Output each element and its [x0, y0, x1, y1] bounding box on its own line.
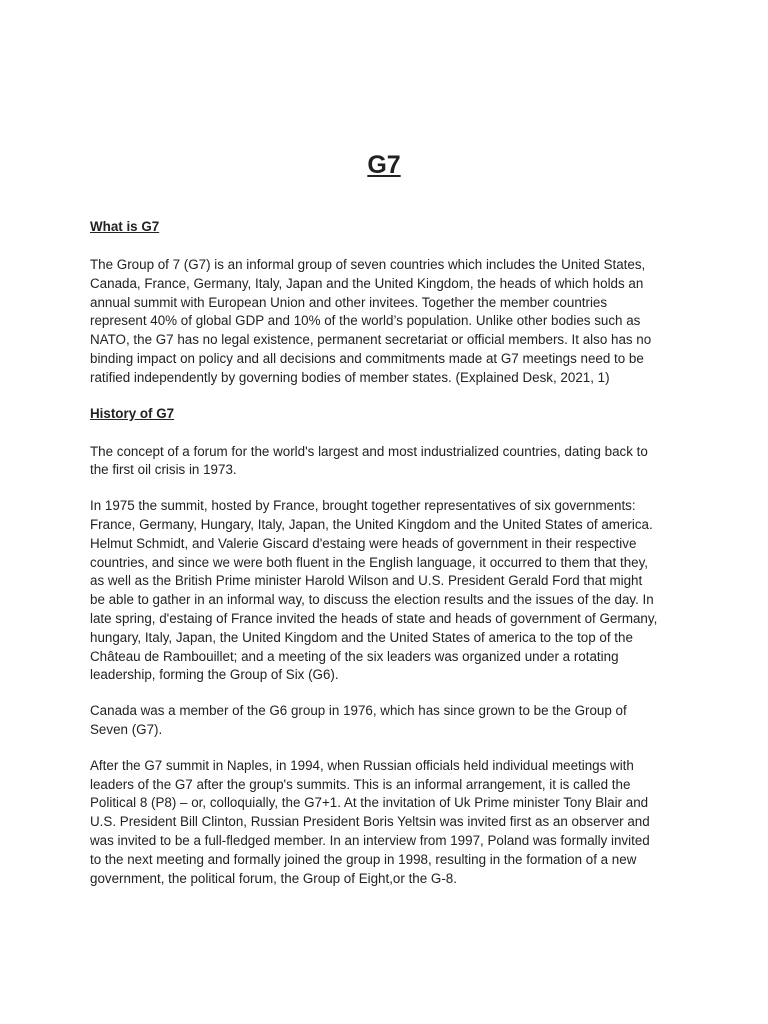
section-heading: What is G7 — [90, 219, 160, 234]
paragraph-line: leadership, forming the Group of Six (G6). — [90, 667, 339, 683]
paragraph-line: be able to gather in an informal way, to discuss the election results and the issues of the day. In — [90, 592, 654, 608]
paragraph-line: Helmut Schmidt, and Valerie Giscard d'estaing were heads of government in their respective — [90, 535, 637, 551]
paragraph-line: binding impact on policy and all decisions and commitments made at G7 meetings need to be — [90, 350, 644, 366]
paragraph-line: to the next meeting and formally joined the group in 1998, resulting in the formation of a new — [90, 851, 637, 867]
paragraph-line: Seven (G7). — [90, 721, 163, 737]
document-title: G7 — [367, 151, 401, 179]
paragraph-line: Political 8 (P8) – or, colloquially, the G7+1. At the invitation of Uk Prime minister Tony Blair and — [90, 795, 649, 811]
paragraph-line: The concept of a forum for the world's largest and most industrialized countries, dating back to — [90, 443, 648, 459]
paragraph-line: government, the political forum, the Group of Eight,or the G-8. — [90, 870, 457, 886]
paragraph — [90, 497, 678, 685]
paragraph-line: was invited to be a full-fledged member. In an interview from 1997, Poland was formally invited — [90, 832, 650, 848]
paragraph-line: After the G7 summit in Naples, in 1994, when Russian officials held individual meetings with — [90, 757, 634, 773]
paragraph-line: The Group of 7 (G7) is an informal group of seven countries which includes the United States, — [90, 257, 646, 272]
paragraph-line: leaders of the G7 after the group's summits. This is an informal arrangement, it is called the — [90, 776, 631, 792]
paragraph-line: ratified independently by governing bodies of member states. (Explained Desk, 2021, 1) — [90, 369, 610, 385]
paragraph-line: Château de Rambouillet; and a meeting of the six leaders was organized under a rotating — [90, 648, 619, 664]
paragraph-line: the first oil crisis in 1973. — [90, 462, 237, 478]
section-heading: History of G7 — [90, 405, 175, 421]
paragraph — [90, 757, 678, 889]
paragraph — [90, 702, 678, 740]
paragraph-line: Canada, France, Germany, Italy, Japan and the United Kingdom, the heads of which holds an — [90, 275, 644, 291]
paragraph-line: as well as the British Prime minister Harold Wilson and U.S. President Gerald Ford that might — [90, 573, 643, 589]
paragraph-line: annual summit with European Union and other invitees. Together the member countries — [90, 294, 608, 310]
paragraph-line: France, Germany, Hungary, Italy, Japan, the United Kingdom and the United States of america. — [90, 516, 653, 532]
paragraph-line: late spring, d'estaing of France invited the heads of state and heads of government of Germany, — [90, 610, 658, 626]
paragraph-line: In 1975 the summit, hosted by France, brought together representatives of six governments: — [90, 498, 636, 514]
paragraph — [90, 443, 678, 481]
document-body — [90, 218, 678, 888]
paragraph-line: represent 40% of global GDP and 10% of the world’s population. Unlike other bodies such as — [90, 313, 641, 329]
paragraph-line: countries, and since we were both fluent in the English language, it occurred to them that they, — [90, 554, 649, 570]
paragraph-line: Canada was a member of the G6 group in 1976, which has since grown to be the Group of — [90, 703, 627, 719]
paragraph-line: U.S. President Bill Clinton, Russian President Boris Yeltsin was invited first as an observer and — [90, 814, 650, 830]
paragraph-line: NATO, the G7 has no legal existence, permanent secretariat or official members. It also has no — [90, 332, 652, 348]
paragraph-line: hungary, Italy, Japan, the United Kingdom and the United States of america to the top of the — [90, 629, 633, 645]
paragraph — [90, 256, 678, 388]
